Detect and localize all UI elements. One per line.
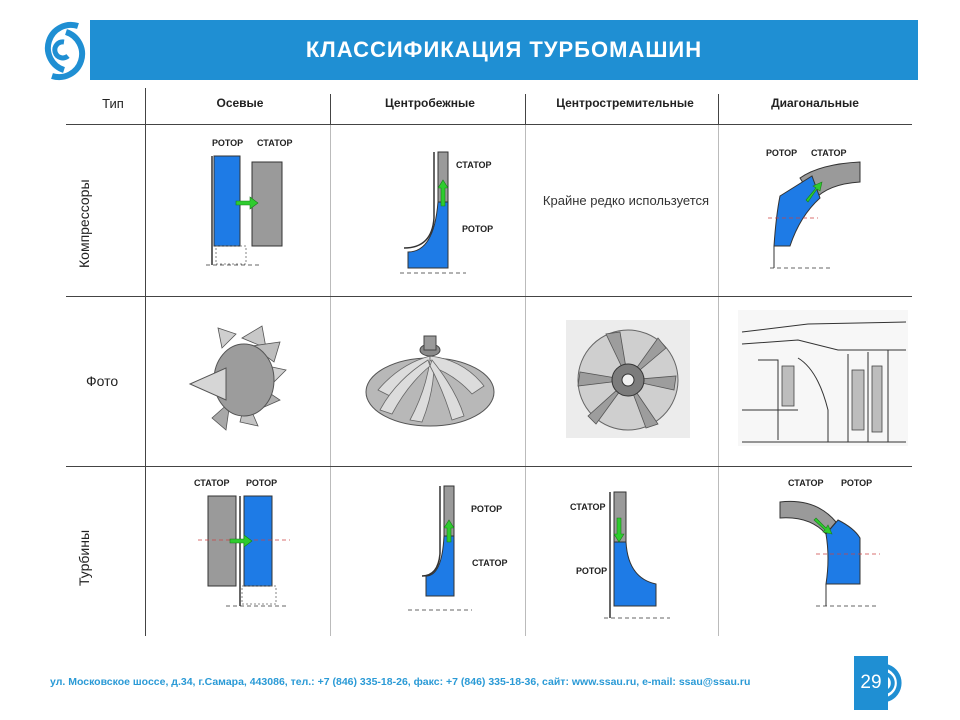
label-rotor: РОТОР	[841, 478, 873, 488]
label-rotor: РОТОР	[462, 224, 494, 234]
rarely-used-note: Крайне редко используется	[542, 193, 710, 208]
label-rotor: РОТОР	[212, 138, 244, 148]
col-header-diagonal: Диагональные	[771, 96, 859, 110]
label-stator: СТАТОР	[194, 478, 230, 488]
footer-logo-arc	[884, 656, 920, 710]
page-number-text: 29	[860, 672, 882, 693]
grid-vline	[525, 124, 526, 636]
grid-vline	[718, 94, 719, 124]
centrifugal-impeller-photo	[360, 320, 500, 430]
label-stator: СТАТОР	[472, 558, 508, 568]
col-header-axial: Осевые	[216, 96, 264, 110]
grid-hline	[66, 296, 912, 297]
label-stator: СТАТОР	[570, 502, 606, 512]
label-stator: СТАТОР	[257, 138, 293, 148]
grid-vline	[330, 124, 331, 636]
grid-hline	[66, 124, 912, 125]
col-header-centripetal: Центростремительные	[556, 96, 694, 110]
label-stator: СТАТОР	[811, 148, 847, 158]
axial-turbine-diagram	[196, 484, 296, 614]
axial-compressor-diagram	[196, 140, 296, 270]
grid-vline	[145, 88, 146, 636]
centrifugal-turbine-diagram	[404, 484, 474, 614]
diagonal-compressor-diagram	[760, 156, 870, 272]
label-rotor: РОТОР	[576, 566, 608, 576]
axial-rotor-photo	[182, 318, 302, 448]
page-title: КЛАССИФИКАЦИЯ ТУРБОМАШИН	[305, 37, 703, 62]
label-stator: СТАТОР	[456, 160, 492, 170]
label-rotor: РОТОР	[246, 478, 278, 488]
row-label-photo: Фото	[86, 373, 119, 389]
col-header-centrifugal: Центробежные	[385, 96, 475, 110]
row-label-turbines: Турбины	[76, 529, 92, 586]
grid-vline	[330, 94, 331, 124]
footer-contact: ул. Московское шоссе, д.34, г.Самара, 443086, тел.: +7 (846) 335-18-26, факс: +7 (846) 335-18-36, сайт: www.ssau.ru, e-mail: ssau@ssau.ru	[50, 676, 751, 688]
centripetal-impeller-photo	[566, 320, 690, 438]
ssau-logo	[38, 20, 90, 82]
grid-hline	[66, 466, 912, 467]
grid-vline	[525, 94, 526, 124]
row-label-compressors: Компрессоры	[76, 179, 92, 268]
page-number	[854, 656, 888, 710]
col-header-type: Тип	[102, 96, 124, 111]
diagonal-turbine-diagram	[776, 488, 886, 610]
grid-vline	[718, 124, 719, 636]
centripetal-turbine-diagram	[600, 488, 672, 622]
label-rotor: РОТОР	[766, 148, 798, 158]
diagonal-engine-section-photo	[738, 310, 908, 446]
label-stator: СТАТОР	[788, 478, 824, 488]
title-bar	[90, 20, 918, 80]
label-rotor: РОТОР	[471, 504, 503, 514]
